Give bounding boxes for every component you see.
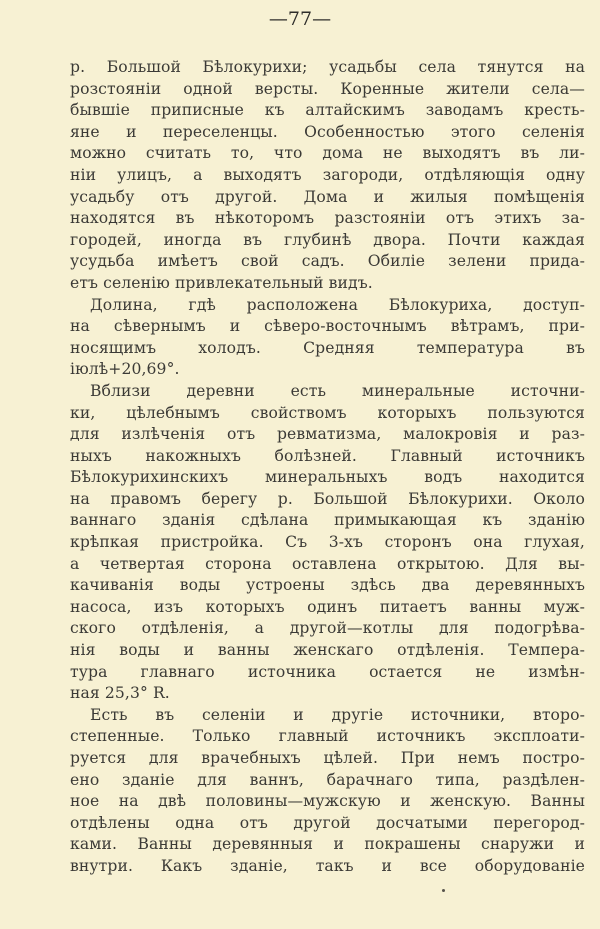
text-line: носящимъ холодъ. Средняя температура въ	[70, 338, 585, 357]
text-line: можно считать то, что дома не выходятъ въ ли-	[70, 144, 585, 163]
text-line: крѣпкая пристройка. Съ 3-хъ сторонъ она глухая,	[70, 533, 585, 552]
text-line: Есть въ селеніи и другіе источники, второ-	[90, 705, 585, 724]
text-line: внутри. Какъ зданіе, такъ и все оборудованіе	[70, 856, 585, 875]
body-text	[70, 57, 585, 878]
page-number: —77—	[268, 8, 332, 30]
text-line: етъ селенію привлекательный видъ.	[70, 273, 373, 292]
text-line: городей, иногда въ глубинѣ двора. Почти каждая	[70, 230, 585, 249]
ink-speck	[442, 889, 445, 892]
text-line: насоса, изъ которыхъ одинъ питаетъ ванны муж-	[70, 597, 585, 616]
text-line: отдѣлены одна отъ другой досчатыми перегород-	[70, 813, 585, 832]
text-line: качиванія воды устроены здѣсь два деревянныхъ	[70, 576, 585, 595]
text-line: ваннаго зданія сдѣлана примыкающая къ зданію	[70, 511, 585, 530]
text-line: усудьба имѣетъ свой садъ. Обиліе зелени прида-	[70, 252, 585, 271]
text-line: находятся въ нѣкоторомъ разстояніи отъ этихъ за-	[70, 209, 585, 228]
text-line: ено зданіе для ваннъ, барачнаго типа, раздѣлен-	[70, 770, 585, 789]
text-line: тура главнаго источника остается не измѣн-	[70, 662, 585, 681]
text-line: ная 25,3° R.	[70, 684, 170, 703]
text-line: розстояніи одной версты. Коренные жители села—	[70, 79, 585, 98]
text-line: Вблизи деревни есть минеральные источни-	[90, 381, 585, 400]
text-line: на правомъ берегу р. Большой Бѣлокурихи. Около	[70, 489, 585, 508]
text-line: ніи улицъ, а выходятъ загороди, отдѣляющія одну	[70, 165, 585, 184]
text-line: іюлѣ+20,69°.	[70, 360, 180, 379]
text-line: ное на двѣ половины—мужскую и женскую. Ванны	[70, 792, 585, 811]
text-line: бывшіе приписные къ алтайскимъ заводамъ кресть-	[70, 101, 585, 120]
text-line: степенные. Только главный источникъ эксплоати-	[70, 727, 585, 746]
text-line: яне и переселенцы. Особенностью этого селенія	[70, 122, 585, 141]
text-line: Бѣлокурихинскихъ минеральныхъ водъ находится	[70, 468, 585, 487]
text-line: нія воды и ванны женскаго отдѣленія. Темпера-	[70, 641, 585, 660]
text-line: руется для врачебныхъ цѣлей. При немъ постро-	[70, 749, 585, 767]
text-line: а четвертая сторона оставлена открытою. Для вы-	[70, 554, 585, 573]
text-line: Долина, гдѣ расположена Бѣлокуриха, доступ-	[90, 295, 585, 314]
text-line: ки, цѣлебнымъ свойствомъ которыхъ пользуются	[70, 403, 585, 422]
text-line: для излѣченія отъ ревматизма, малокровія и раз-	[70, 425, 585, 444]
text-line: на сѣвернымъ и сѣверо-восточнымъ вѣтрамъ, при-	[70, 317, 585, 336]
text-line: ныхъ накожныхъ болѣзней. Главный источникъ	[70, 446, 585, 465]
text-line: усадьбу отъ другой. Дома и жилыя помѣщенія	[70, 187, 585, 206]
text-line: ского отдѣленія, а другой—котлы для подогрѣва-	[70, 619, 585, 638]
text-line: р. Большой Бѣлокурихи; усадьбы села тянутся на	[70, 58, 585, 76]
text-line: ками. Ванны деревянныя и покрашены снаружи и	[70, 835, 585, 854]
